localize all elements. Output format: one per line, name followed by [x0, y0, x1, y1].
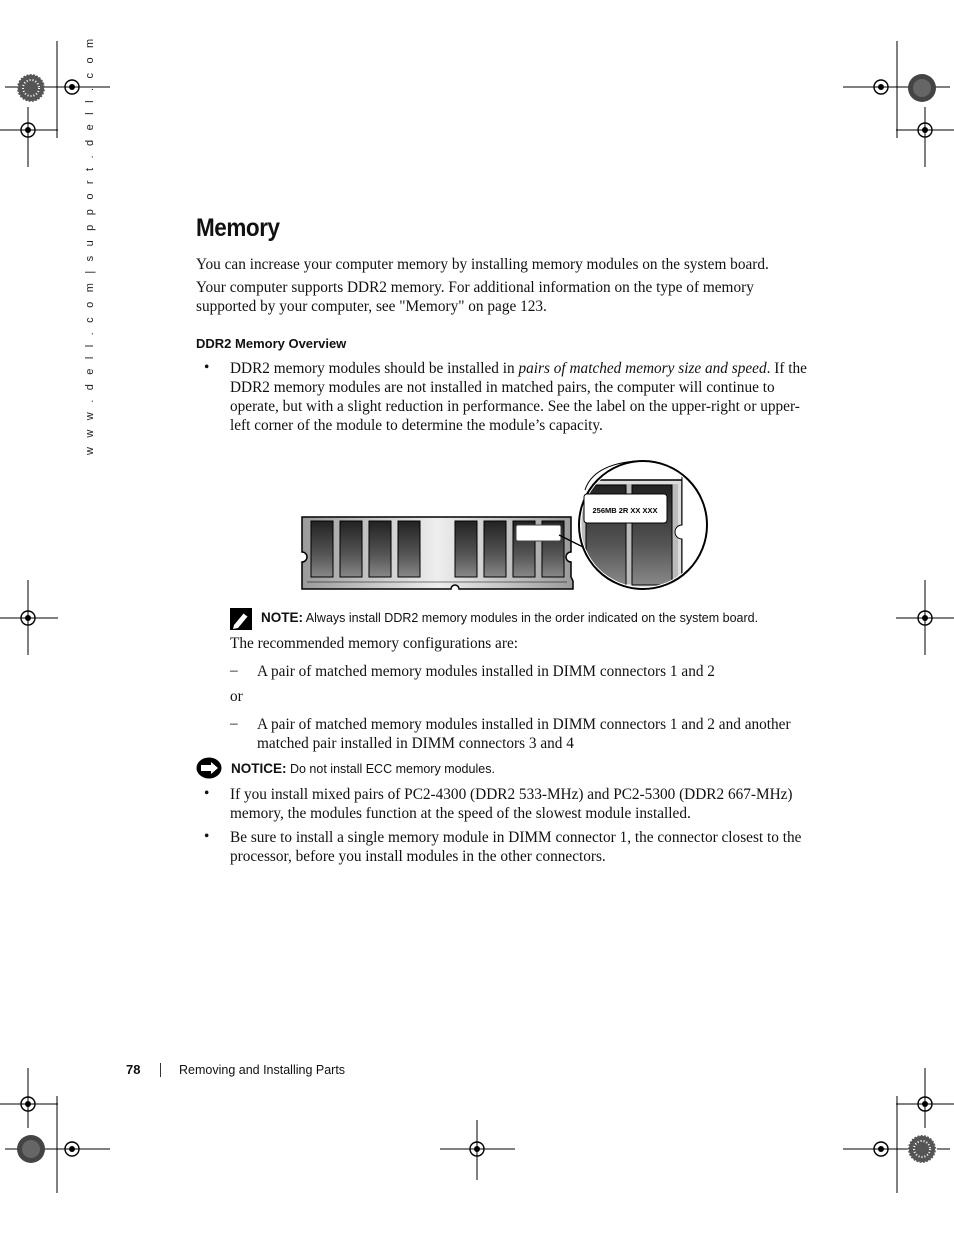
note-label: NOTE:: [261, 610, 303, 625]
dash-glyph: –: [230, 715, 238, 732]
note: [261, 610, 758, 625]
module-label-sticker: [516, 525, 561, 541]
section-heading: DDR2 Memory Overview: [196, 336, 347, 351]
bullet-1-text-end: . If the DDR2 memory modules are not installed in matched pairs, the computer will continue to operate, but with a slight reduction in performance. See the label on the upper-right or upper-left corner of the module to determine the module’s capacity.: [230, 360, 807, 434]
config-1: A pair of matched memory modules installed in DIMM connectors 1 and 2: [257, 663, 715, 680]
page-number: 78: [126, 1062, 141, 1077]
notice-label: NOTICE:: [231, 761, 287, 776]
footer-section-title: Removing and Installing Parts: [179, 1063, 346, 1077]
note-text: Always install DDR2 memory modules in the order indicated on the system board.: [305, 611, 759, 625]
bullet-1-text: [230, 359, 820, 435]
bullet-2-text: If you install mixed pairs of PC2-4300 (DDR2 533-MHz) and PC2-5300 (DDR2 667-MHz) memory, the modules function at the speed of the slowest module installed.: [230, 786, 793, 822]
intro-paragraph-1: You can increase your computer memory by installing memory modules on the system board.: [196, 256, 769, 273]
note-pencil-icon: [230, 608, 252, 630]
footer-divider: [160, 1063, 161, 1077]
config-2: A pair of matched memory modules installed in DIMM connectors 1 and 2 and another matched pair installed in DIMM connectors 3 and 4: [257, 716, 791, 752]
side-url: w w w . d e l l . c o m | s u p p o r t . d e l l . c o m: [84, 35, 96, 455]
bullet-glyph: •: [204, 359, 210, 376]
notice-hand-icon: [196, 757, 222, 779]
module-label-text: 256MB 2R XX XXX: [592, 506, 658, 515]
or-text: or: [230, 688, 243, 705]
notice-text: Do not install ECC memory modules.: [289, 762, 495, 776]
bullet-1-text-start: DDR2 memory modules should be installed in: [230, 360, 519, 377]
page-title: Memory: [196, 214, 280, 242]
bullet-glyph: •: [204, 785, 210, 802]
intro-paragraph-2: Your computer supports DDR2 memory. For additional information on the type of memory supported by your computer, see "Memory" on page 123.: [196, 279, 754, 315]
bullet-3-text: Be sure to install a single memory module in DIMM connector 1, the connector closest to the processor, before you install modules in the other connectors.: [230, 829, 802, 865]
memory-module-illustration: [295, 455, 715, 595]
configs-intro: The recommended memory configurations are:: [230, 635, 518, 652]
dash-glyph: –: [230, 662, 238, 679]
notice: [231, 761, 495, 776]
bullet-1-emphasis: pairs of matched memory size and speed: [518, 360, 767, 377]
bullet-glyph: •: [204, 828, 210, 845]
